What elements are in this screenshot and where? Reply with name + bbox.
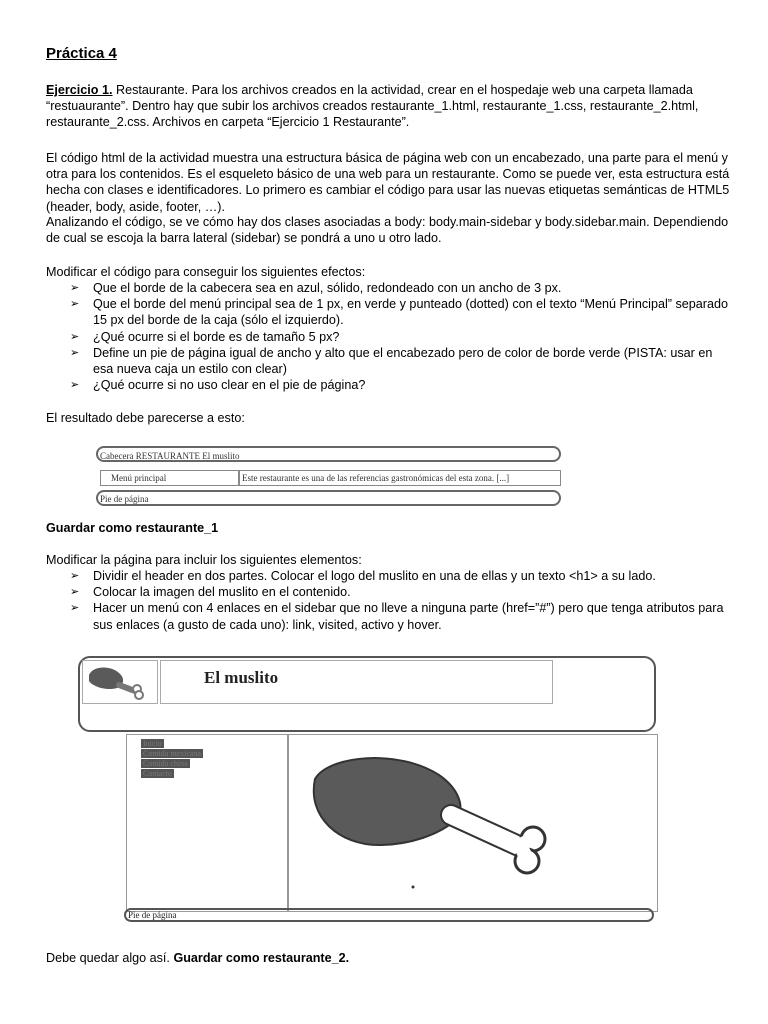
list-item: ➢ ¿Qué ocurre si el borde es de tamaño 5 px? bbox=[46, 329, 736, 345]
menu-link[interactable]: Comida mexicana bbox=[143, 749, 201, 758]
drumstick-logo-icon bbox=[82, 660, 158, 704]
list-item: ➢ Colocar la imagen del muslito en el contenido. bbox=[46, 584, 736, 600]
mock-sidebar bbox=[126, 734, 288, 912]
modify-2-list bbox=[46, 568, 736, 633]
figure-1-screenshot bbox=[96, 446, 566, 508]
list-item: ➢ Define un pie de página igual de ancho y alto que el encabezado pero de color de borde verde (PISTA: usar en esa nueva caja un estilo con clear) bbox=[46, 345, 736, 377]
list-item: ➢ Hacer un menú con 4 enlaces en el sidebar que no lleve a ninguna parte (href=”#”) pero que tenga atributos para sus enlaces (a gusto de cada uno): link, visited, activo y hover. bbox=[46, 600, 736, 632]
result-intro: El resultado debe parecerse a esto: bbox=[46, 411, 245, 425]
menu-link[interactable]: Inicio bbox=[143, 739, 162, 748]
save-restaurante-1: Guardar como restaurante_1 bbox=[46, 521, 219, 535]
exercise-1-paragraph bbox=[46, 82, 736, 131]
mock-header: Cabecera RESTAURANTE El muslito bbox=[96, 446, 561, 462]
drumstick-image-icon bbox=[289, 735, 657, 911]
save-restaurante-2: Guardar como restaurante_2. bbox=[173, 951, 350, 965]
figure-2-screenshot bbox=[78, 654, 658, 926]
mock-h1: El muslito bbox=[204, 668, 279, 687]
mock-footer-2: Pie de página bbox=[124, 908, 654, 922]
mock-main: Este restaurante es una de las referencias gastronómicas del esta zona. [...] bbox=[239, 470, 561, 486]
list-item: ➢ ¿Qué ocurre si no uso clear en el pie de página? bbox=[46, 377, 736, 393]
mock-header-2 bbox=[78, 656, 656, 732]
mock-sidebar-menu bbox=[141, 738, 203, 779]
body-classes-paragraph: Analizando el código, se ve cómo hay dos clases asociadas a body: body.main-sidebar y body.sidebar.main. Dependiendo de cual se escoja la barra lateral (sidebar) se pondrá a uno u otro lado. bbox=[46, 215, 729, 246]
modify-2-intro: Modificar la página para incluir los siguientes elementos: bbox=[46, 553, 362, 567]
mock-nav: Menú principal bbox=[100, 470, 239, 486]
list-item: ➢ Que el borde de la cabecera sea en azul, sólido, redondeado con un ancho de 3 px. bbox=[46, 280, 736, 296]
exercise-1-text: Restaurante. Para los archivos creados en la actividad, crear en el hospedaje web una carpeta llamada “restuaurante”. Dentro hay que subir los archivos creados restaurante_1.html, restaurante_1.css, restaurante_2.html, restaurante_2.css. Archivos en carpeta “Ejercicio 1 Restaurante”. bbox=[46, 83, 699, 130]
modify-1-intro: Modificar el código para conseguir los siguientes efectos: bbox=[46, 265, 366, 279]
menu-link[interactable]: Comida china bbox=[143, 759, 188, 768]
mock-footer: Pie de página bbox=[96, 490, 561, 506]
list-item: ➢ Que el borde del menú principal sea de 1 px, en verde y punteado (dotted) con el texto “Menú Principal” separado 15 px del borde de la caja (sólo el izquierdo). bbox=[46, 296, 736, 328]
mock-content bbox=[288, 734, 658, 912]
final-paragraph bbox=[46, 950, 736, 966]
modify-1-list bbox=[46, 280, 736, 393]
structure-paragraph: El código html de la actividad muestra una estructura básica de página web con un encabezado, una parte para el menú y otra para los contenidos. Es el esqueleto básico de una web para un restaurante. Como se puede ver, esta estructura está hecha con clases e identificadores. Lo primero es cambiar el código para usar las nuevas etiquetas semánticas de HTML5 (header, body, aside, footer, …). bbox=[46, 151, 730, 214]
exercise-1-label: Ejercicio 1. bbox=[46, 83, 113, 97]
final-text: Debe quedar algo así. bbox=[46, 951, 174, 965]
list-item: ➢ Dividir el header en dos partes. Colocar el logo del muslito en una de ellas y un texto <h1> a su lado. bbox=[46, 568, 736, 584]
menu-link[interactable]: Contacto bbox=[143, 769, 172, 778]
page-title: Práctica 4 bbox=[46, 45, 117, 62]
